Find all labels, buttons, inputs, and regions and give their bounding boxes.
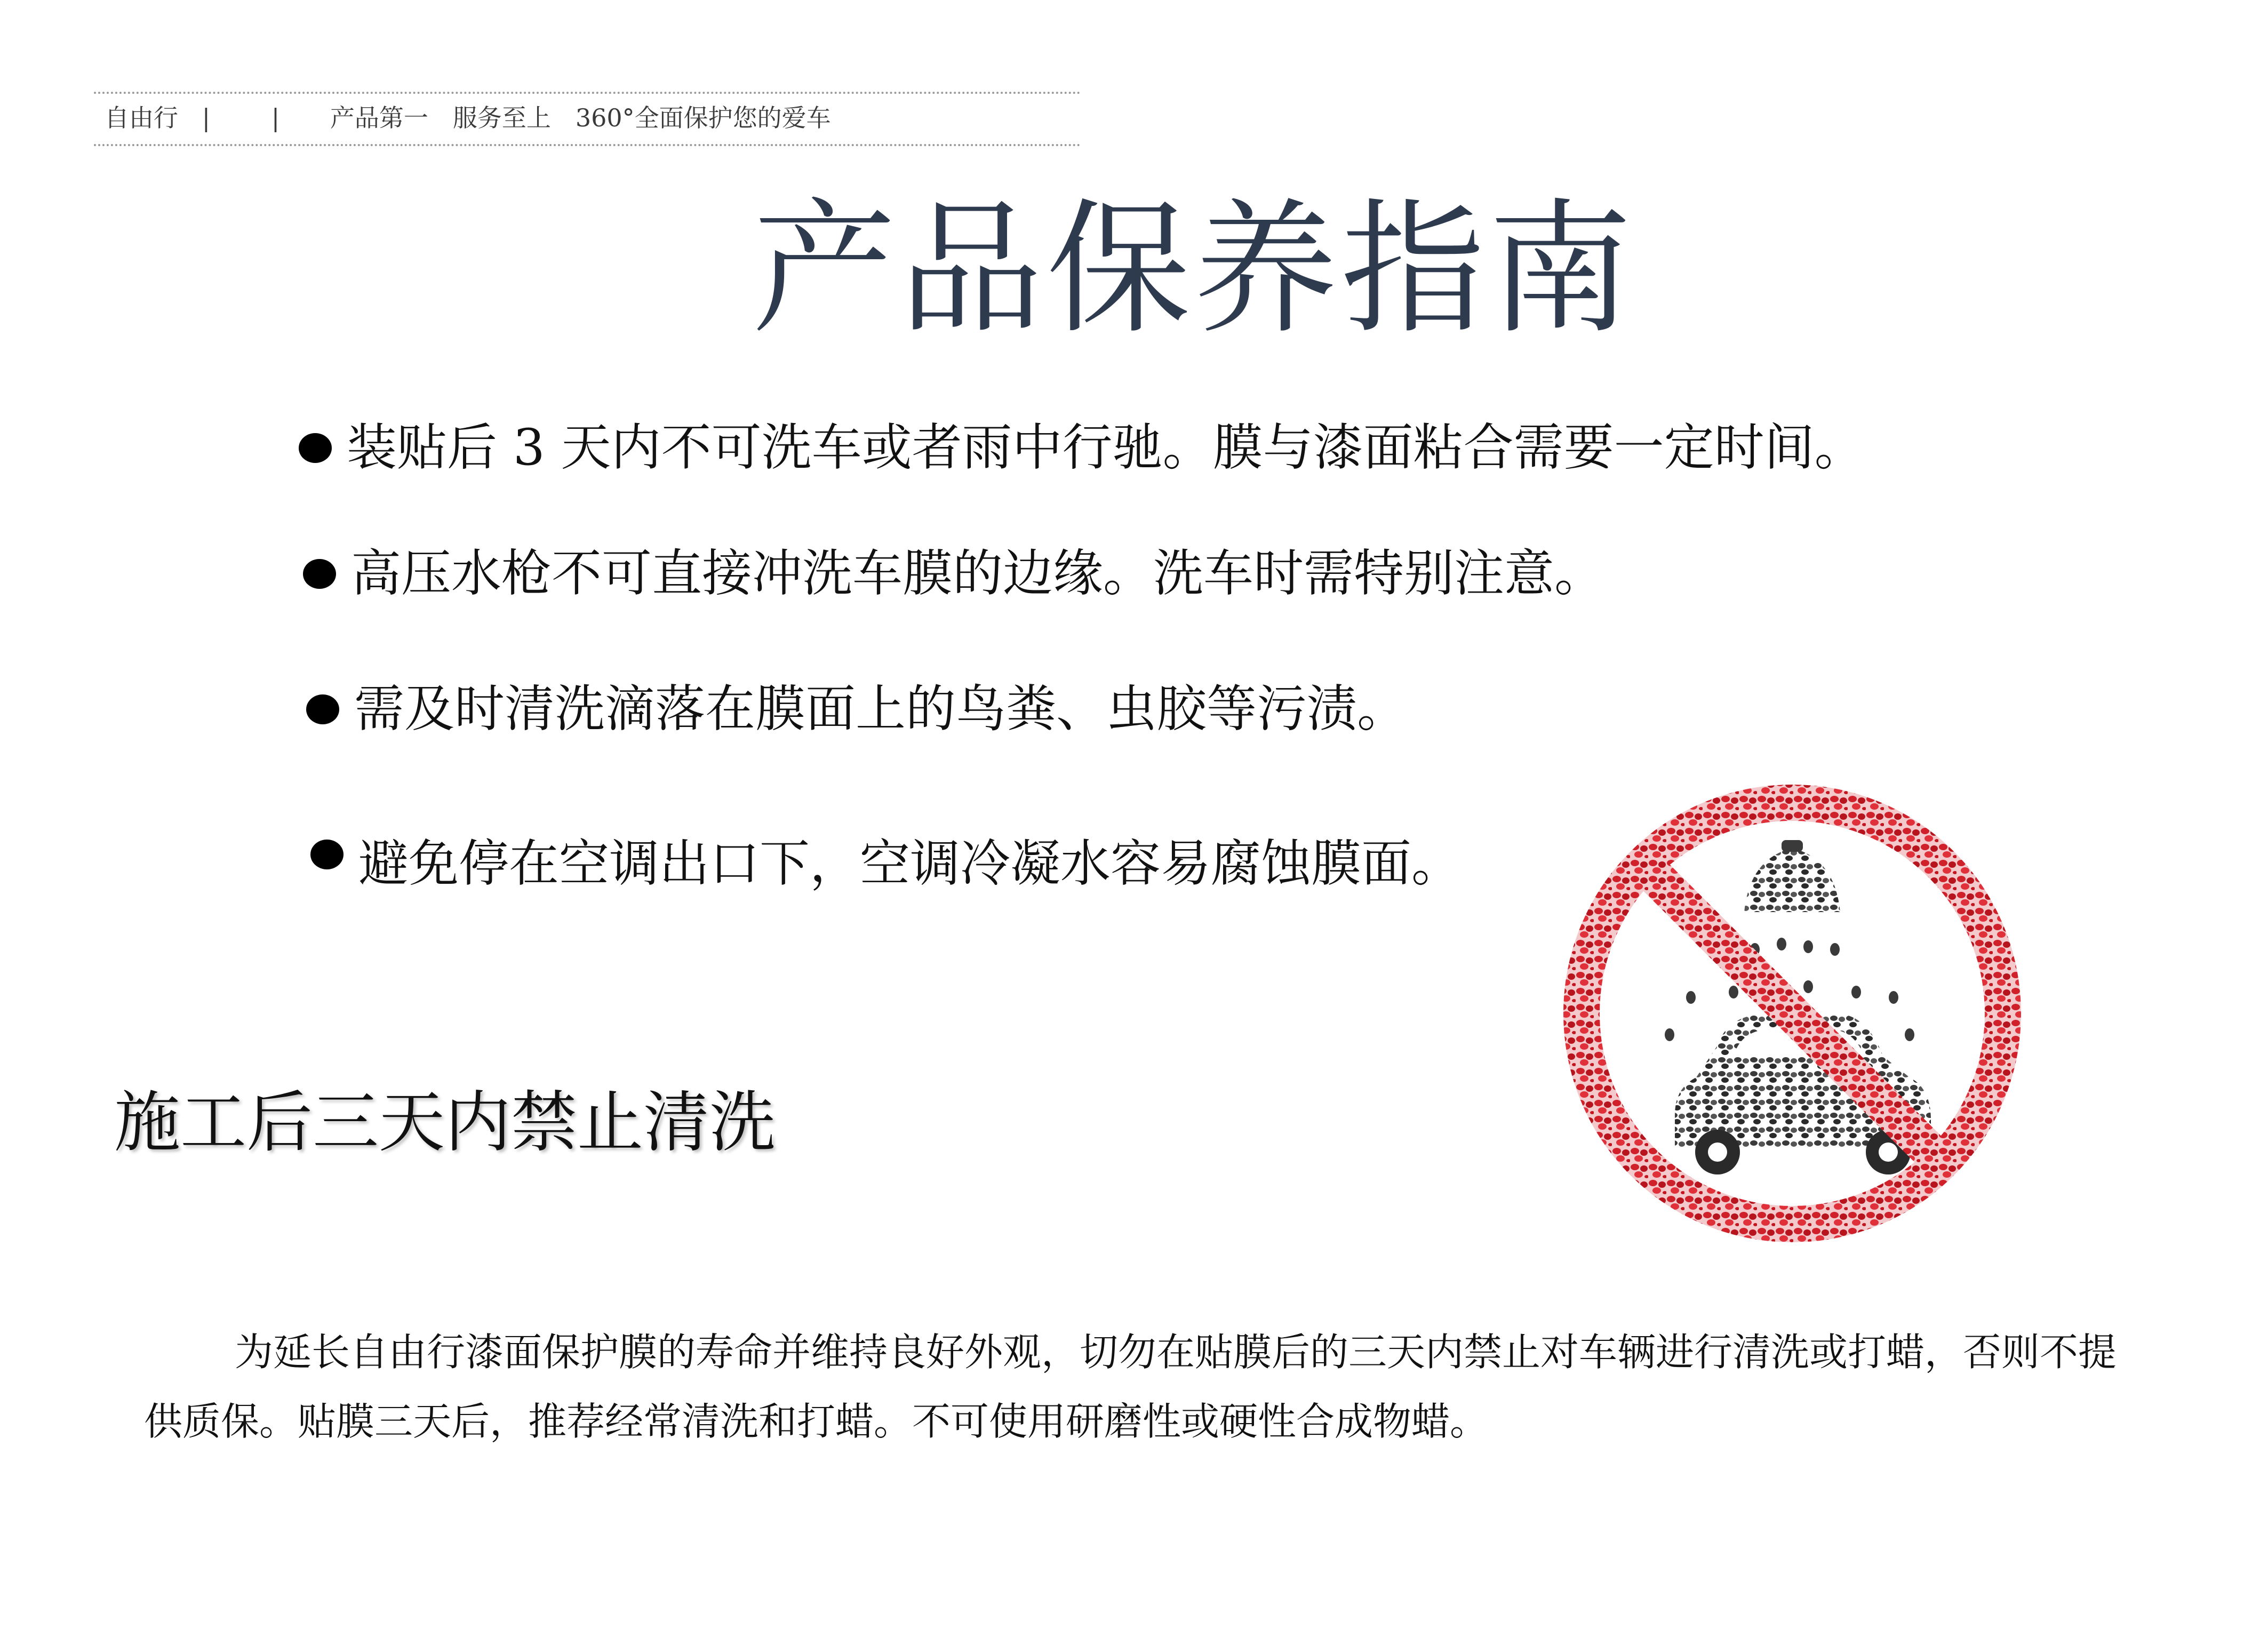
header-separator: | <box>271 103 280 132</box>
care-tip-text: 需及时清洗滴落在膜面上的鸟粪、虫胶等污渍。 <box>354 680 1408 738</box>
bullet-dot-icon <box>299 433 332 463</box>
care-notice-text <box>144 1317 2144 1456</box>
care-tip-item <box>299 416 1865 480</box>
care-notice-paragraph: 为延长自由行漆面保护膜的寿命并维持良好外观，切勿在贴膜后的三天内禁止对车辆进行清洗或打蜡，否则不提供质保。贴膜三天后，推荐经常清洗和打蜡。不可使用研磨性或硬性合成物蜡。 <box>144 1330 2117 1444</box>
header-slogan: 产品第一 服务至上 360°全面保护您的爱车 <box>330 103 831 132</box>
care-tip-text: 装贴后 3 天内不可洗车或者雨中行驰。膜与漆面粘合需要一定时间。 <box>347 419 1865 477</box>
bullet-dot-icon <box>306 694 339 724</box>
no-car-wash-sign-icon <box>1558 779 2027 1248</box>
section-heading: 施工后三天内禁止清洗 <box>114 1084 776 1161</box>
header-separator: | <box>202 103 211 132</box>
header-bar <box>105 99 831 137</box>
page-title: 产品保养指南 <box>752 185 1635 353</box>
bullet-dot-icon <box>310 840 344 869</box>
care-tip-item <box>303 542 1604 606</box>
bullet-dot-icon <box>303 559 336 589</box>
care-tip-item <box>310 832 1462 896</box>
care-tip-text: 高压水枪不可直接冲洗车膜的边缘。洗车时需特别注意。 <box>351 545 1605 603</box>
header-bottom-divider <box>94 144 1081 146</box>
header-brand: 自由行 <box>105 103 178 132</box>
care-tip-item <box>306 677 1407 741</box>
header-top-divider <box>94 92 1081 94</box>
care-tip-text: 避免停在空调出口下，空调冷凝水容易腐蚀膜面。 <box>358 835 1462 893</box>
